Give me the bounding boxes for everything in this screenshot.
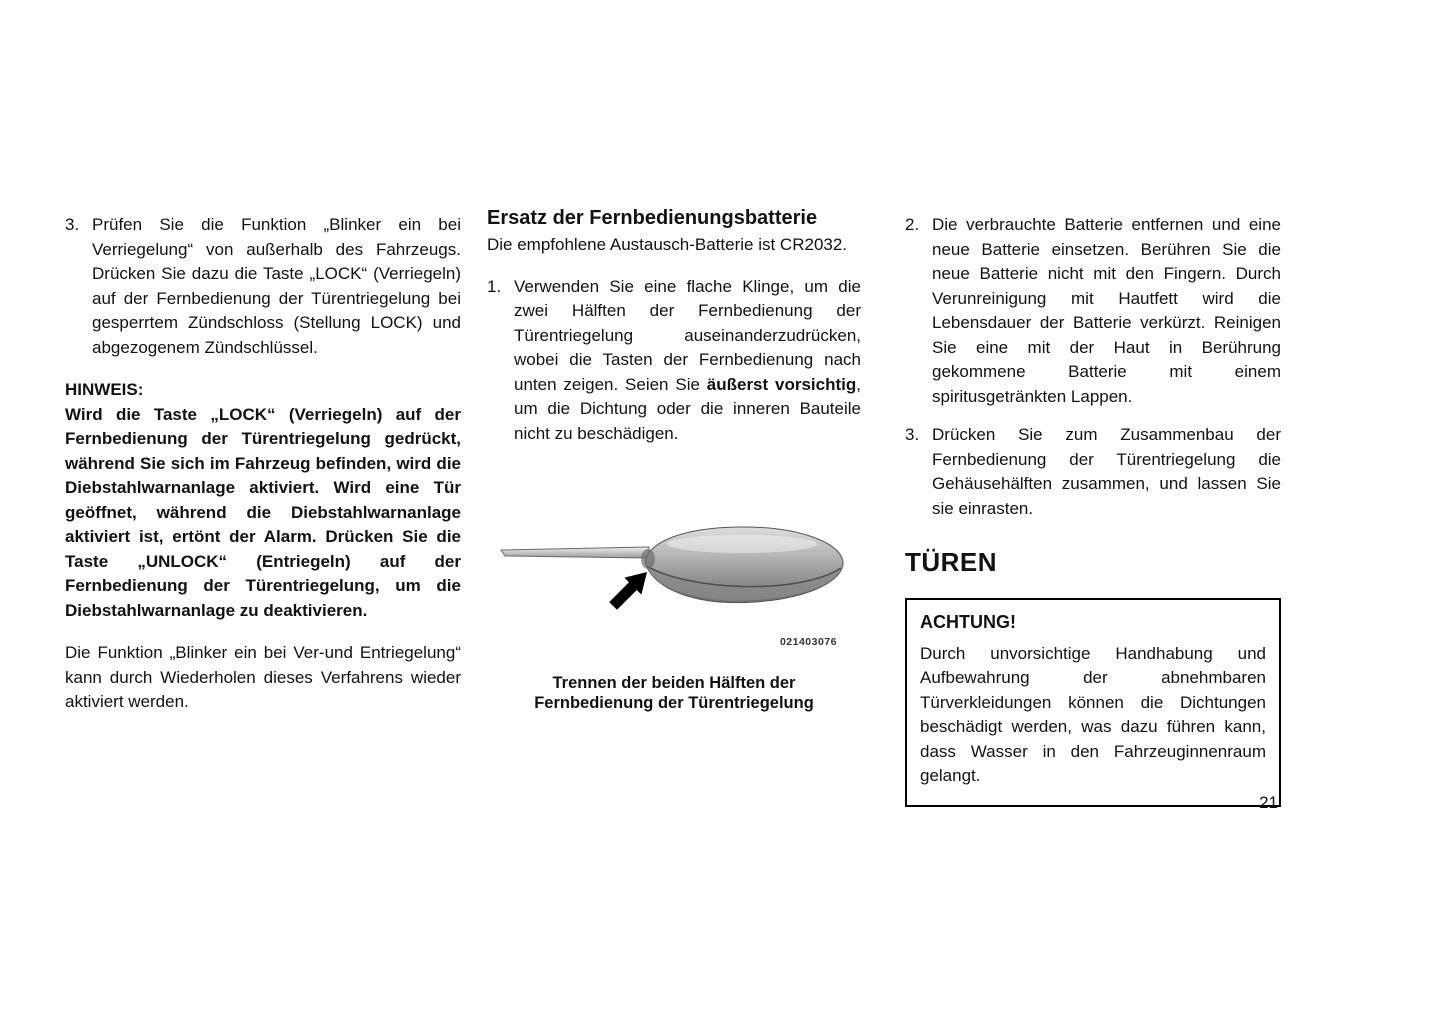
arrow-icon [609,572,647,610]
section-title-battery: Ersatz der Fernbedienungsbatterie [487,207,818,229]
battery-intro: Die empfohlene Austausch-Batterie ist CR2032. [487,235,848,254]
section-title-doors: TÜREN [905,547,998,577]
step-text: Drücken Sie zum Zusammenbau der Fernbedienung der Türentriegelung die Gehäusehälften zusammen, und lassen Sie sie einrasten. [932,425,1281,518]
middle-column [487,206,861,713]
step-number: 1. [487,276,502,296]
step-text [514,275,861,447]
blade-junction [641,549,655,569]
blade-icon [501,547,649,558]
warning-text: Durch unvorsichtige Handhabung und Aufbewahrung der abnehmbaren Türverkleidungen können die Dichtungen beschädigt werden, was dazu führen kann, dass Wasser in den Fahrzeuginnenraum gelangt. [920,643,1266,785]
step-number: 2. [905,215,920,234]
step1-text-bold: äußerst vorsichtig [706,374,857,394]
step1-text-after: , um die Dichtung oder die inneren Bauteile nicht zu beschädigen. [514,374,861,443]
right-column [905,213,1281,807]
step-item-3-right [905,423,1281,521]
key-fob-figure [487,516,861,713]
step-item-2 [905,213,1281,409]
step-item-1 [487,275,861,447]
step-item-3-left [65,213,461,360]
key-fob-illustration [487,516,861,651]
left-column [65,213,461,715]
step-number: 3. [65,215,80,234]
fob-highlight [667,535,817,553]
closing-paragraph: Die Funktion „Blinker ein bei Ver-und Entriegelung“ kann durch Wiederholen dieses Verfahrens wieder aktiviert werden. [65,643,461,711]
warning-title: ACHTUNG! [920,612,1016,632]
step1-text-before: Verwenden Sie eine flache Klinge, um die zwei Hälften der Fernbedienung der Türentriegelung auseinanderzudrücken, wobei die Tasten der Fernbedienung nach unten zeigen. Seien Sie [514,276,861,394]
figure-caption: Trennen der beiden Hälften der Fernbedienung der Türentriegelung [534,674,814,712]
note-label: HINWEIS: [65,380,144,399]
step-number: 3. [905,425,920,444]
note-text: Wird die Taste „LOCK“ (Verriegeln) auf der Fernbedienung der Türentriegelung gedrückt, während Sie sich im Fahrzeug befinden, wird die Diebstahlwarnanlage aktiviert. Wird eine Tür geöffnet, während die Diebstahlwarnanlage aktiviert ist, ertönt der Alarm. Drücken Sie die Taste „UNLOCK“ (Entriegeln) auf der Fernbedienung der Türentriegelung, um die Diebstahlwarnanlage zu deaktivieren. [65,404,461,620]
figure-code: 021403076 [779,636,837,648]
page-number: 21 [1259,793,1278,812]
step-text: Prüfen Sie die Funktion „Blinker ein bei Verriegelung“ von außerhalb des Fahrzeugs. Drücken Sie dazu die Taste „LOCK“ (Verriegeln) auf der Fernbedienung der Türentriegelung bei gesperrtem Zündschloss (Stellung LOCK) und abgezogenem Zündschlüssel. [92,215,461,357]
step-text: Die verbrauchte Batterie entfernen und eine neue Batterie einsetzen. Berühren Sie die neue Batterie nicht mit den Fingern. Durch Verunreinigung mit Hautfett wird die Lebensdauer der Batterie verkürzt. Reinigen Sie eine mit der Haut in Berührung gekommene Batterie mit einem spiritusgetränkten Lappen. [932,215,1281,406]
warning-box [905,598,1281,807]
